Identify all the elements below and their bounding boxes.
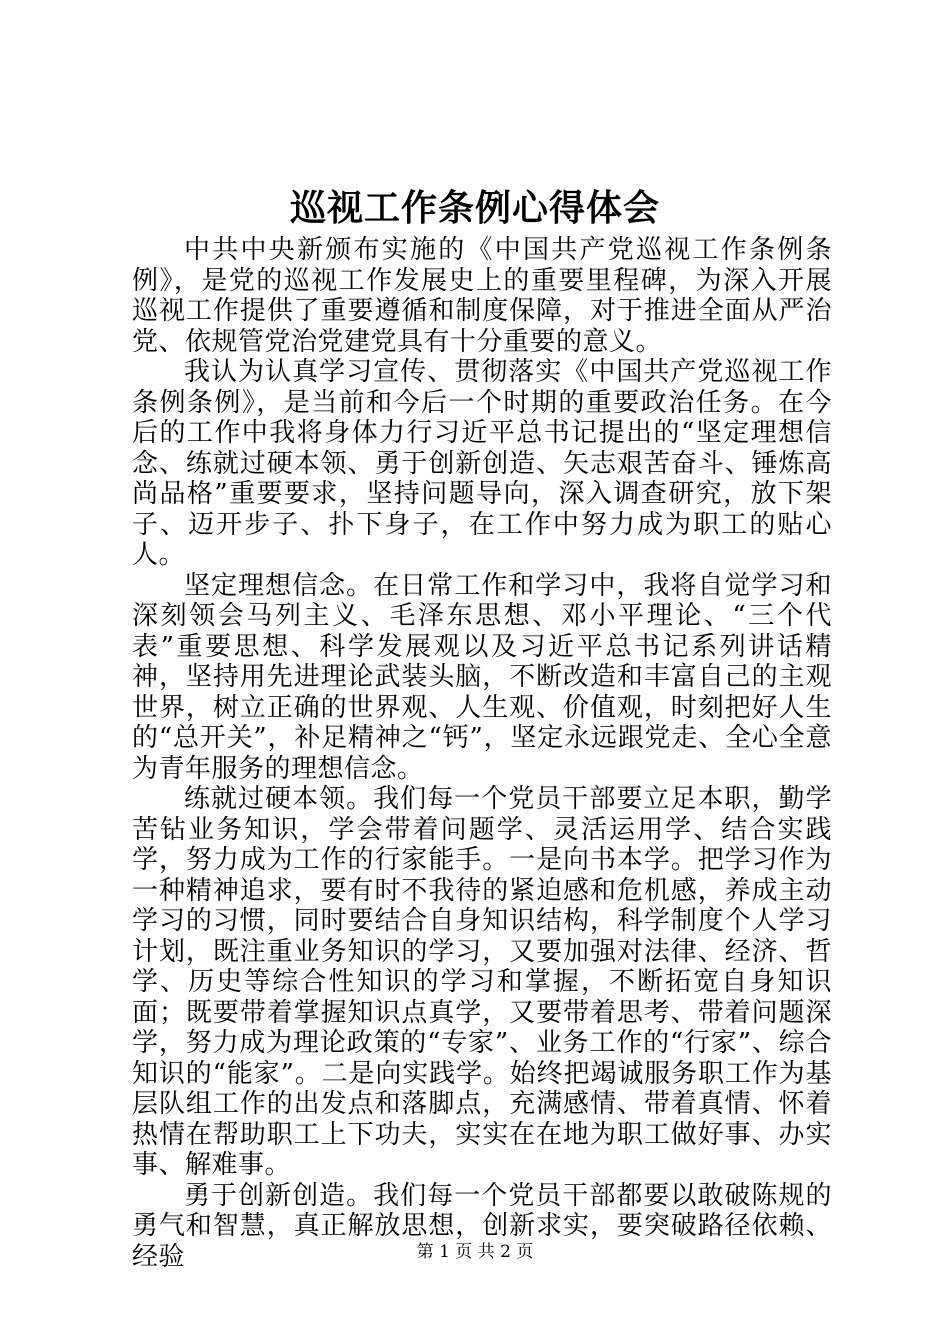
paragraph-2: 我认为认真学习宣传、贯彻落实《中国共产党巡视工作条例条例》，是当前和今后一个时期的重要政治任务。在今后的工作中我将身体力行习近平总书记提出的“坚定理想信念、练就过硬本领、勇于创新创造、矢志艰苦奋斗、锤炼高尚品格”重要要求，坚持问题导向，深入调查研究，放下架子、迈开步子、扑下身子，在工作中努力成为职工的贴心人。 [132,357,832,570]
document-body [132,235,832,1272]
paragraph-5: 勇于创新创造。我们每一个党员干部都要以敢破陈规的勇气和智慧，真正解放思想，创新求实，要突破路径依赖、经验 [132,1180,832,1272]
paragraph-4: 练就过硬本领。我们每一个党员干部要立足本职，勤学苦钻业务知识，学会带着问题学、灵活运用学、结合实践学，努力成为工作的行家能手。一是向书本学。把学习作为一种精神追求，要有时不我待的紧迫感和危机感，养成主动学习的习惯，同时要结合自身知识结构，科学制度个人学习计划，既注重业务知识的学习，又要加强对法律、经济、哲学、历史等综合性知识的学习和掌握，不断拓宽自身知识面；既要带着掌握知识点真学，又要带着思考、带着问题深学，努力成为理论政策的“专家”、业务工作的“行家”、综合知识的“能家”。二是向实践学。始终把竭诚服务职工作为基层队组工作的出发点和落脚点，充满感情、带着真情、怀着热情在帮助职工上下功夫，实实在在地为职工做好事、办实事、解难事。 [132,784,832,1180]
page-number-footer: 第 1 页 共 2 页 [416,1242,534,1262]
paragraph-1: 中共中央新颁布实施的《中国共产党巡视工作条例条例》，是党的巡视工作发展史上的重要里程碑，为深入开展巡视工作提供了重要遵循和制度保障，对于推进全面从严治党、依规管党治党建党具有十分重要的意义。 [132,235,832,357]
document-title: 巡视工作条例心得体会 [289,187,660,229]
paragraph-3: 坚定理想信念。在日常工作和学习中，我将自觉学习和深刻领会马列主义、毛泽东思想、邓小平理论、“三个代表”重要思想、科学发展观以及习近平总书记系列讲话精神，坚持用先进理论武装头脑，不断改造和丰富自己的主观世界，树立正确的世界观、人生观、价值观，时刻把好人生的“总开关”，补足精神之“钙”，坚定永远跟党走、全心全意为青年服务的理想信念。 [132,570,832,784]
